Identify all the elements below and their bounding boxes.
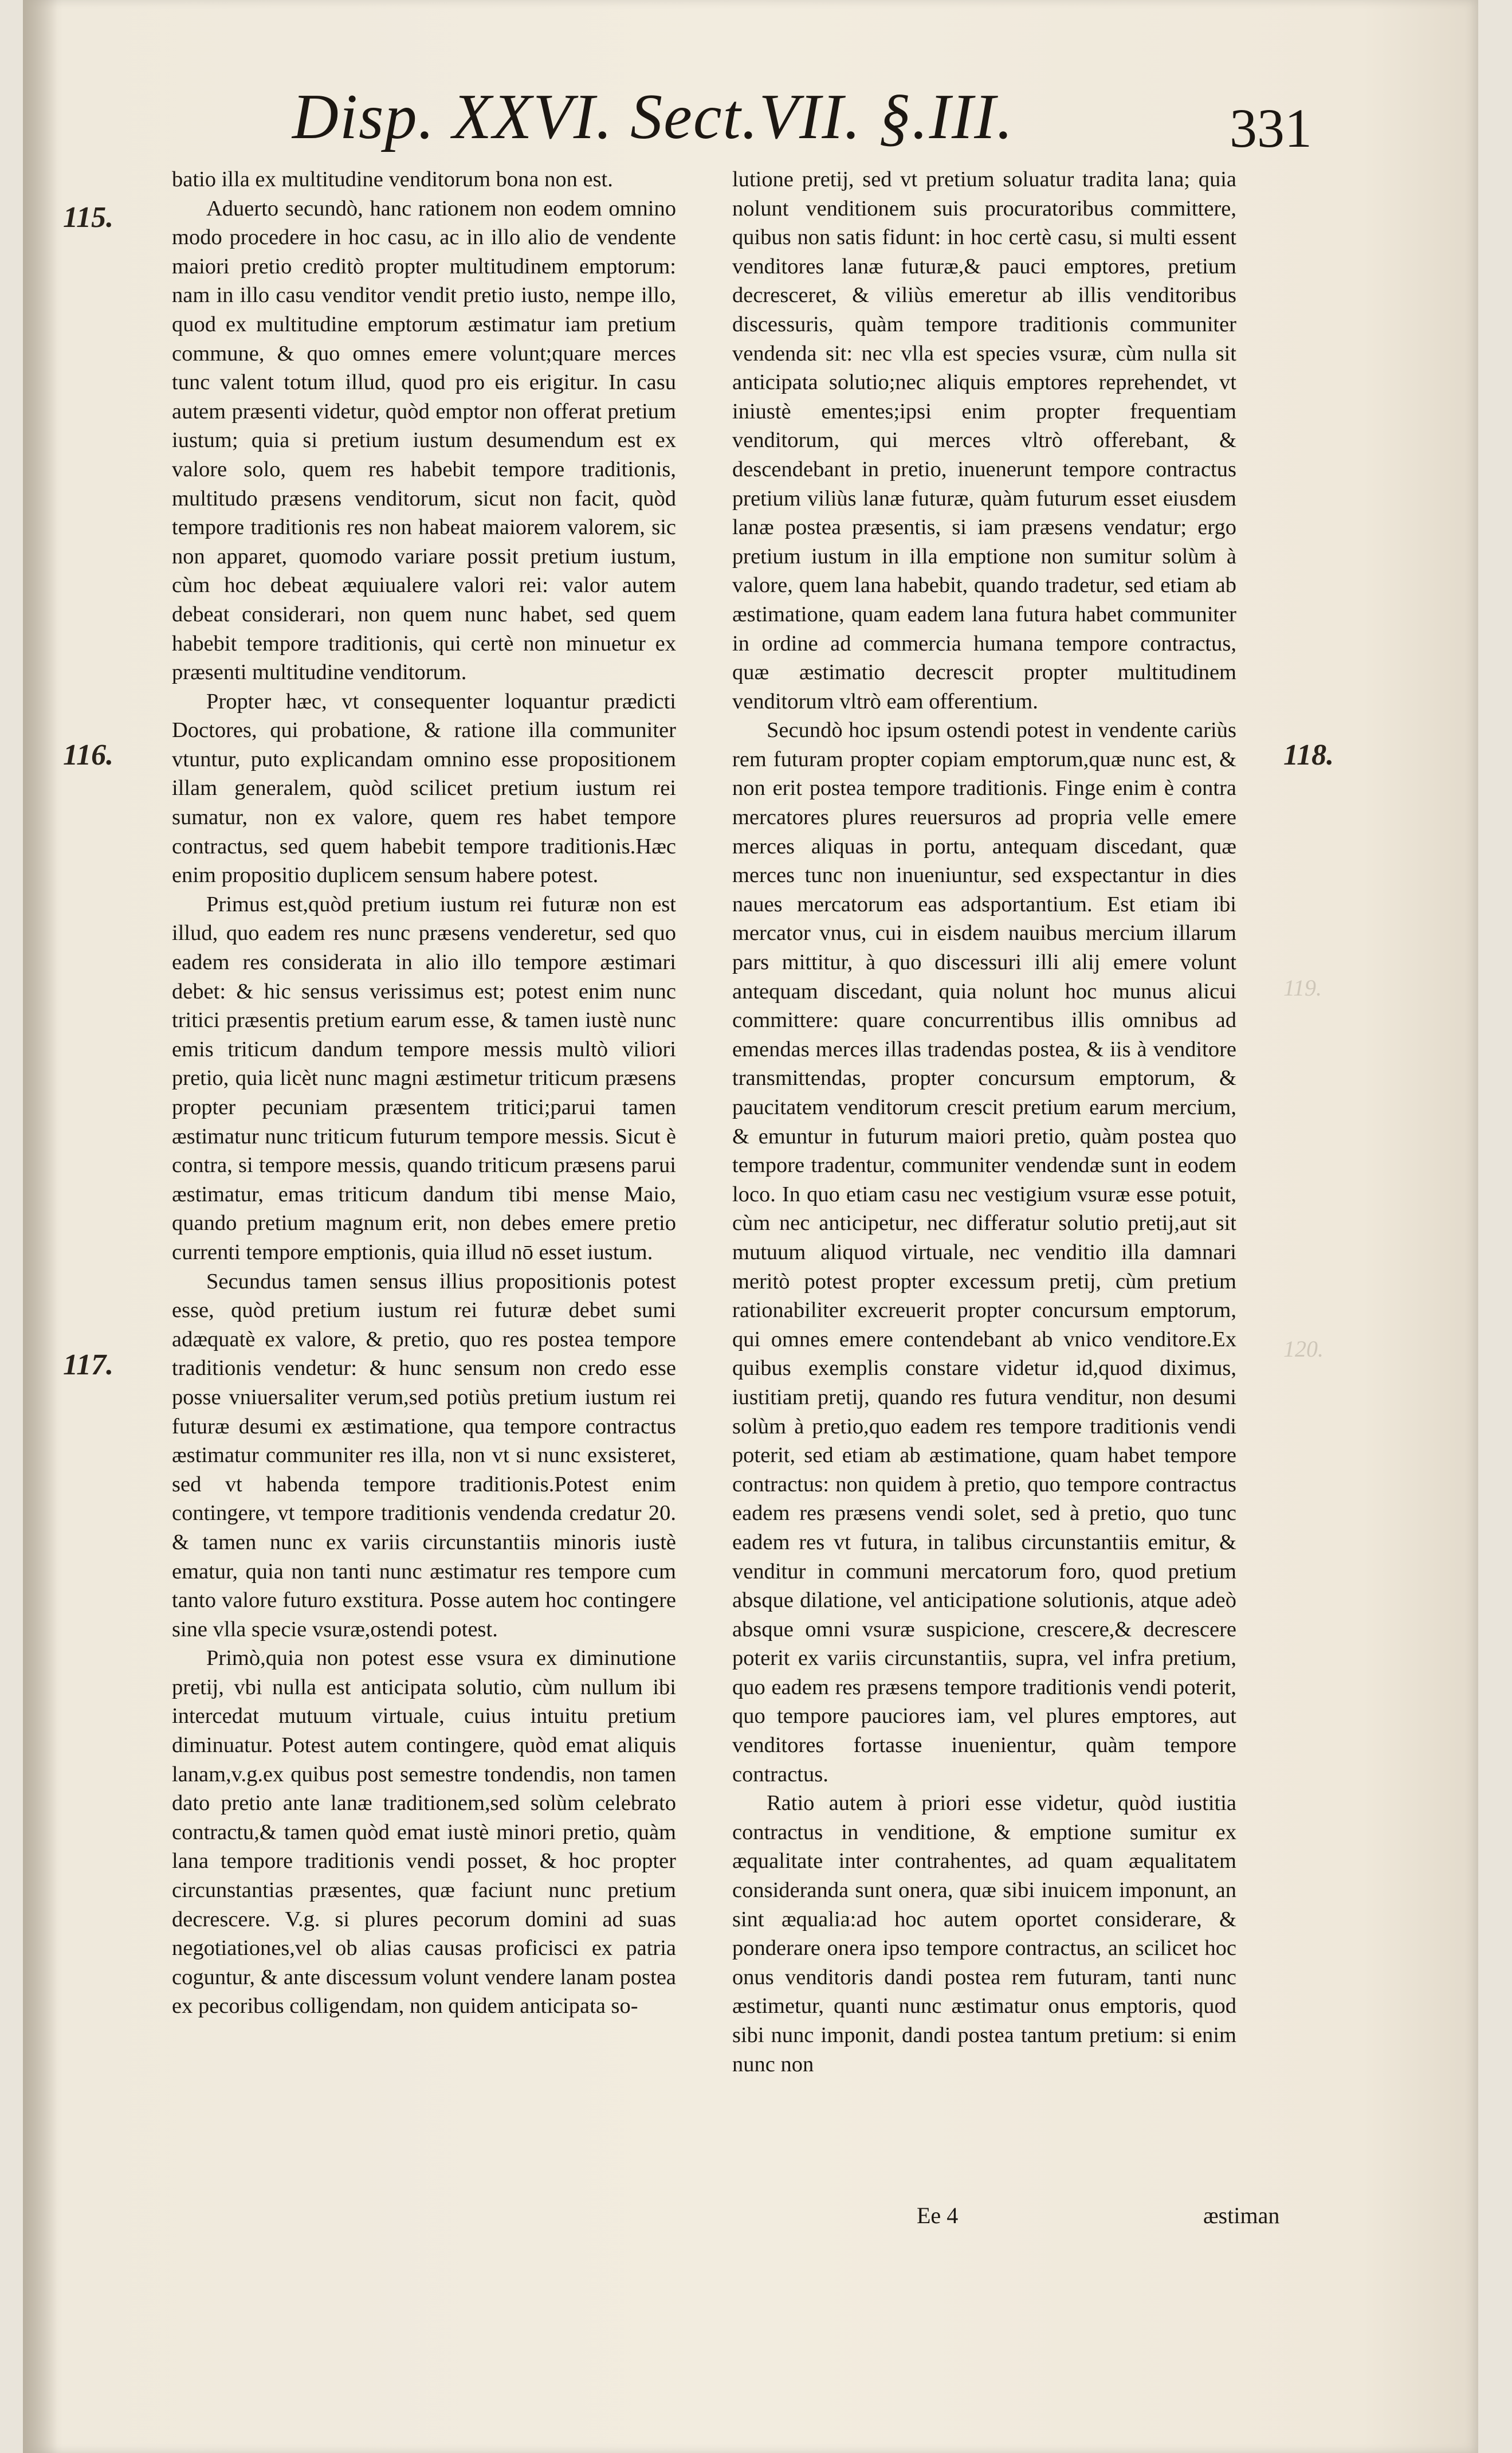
paragraph: batio illa ex multitudine venditorum bona non est. bbox=[172, 167, 613, 191]
paragraph: Secundus tamen sensus illius propositionis potest esse, quòd pretium iustum rei futuræ debet sumi adæquatè ex valore, & pretio, quo res postea tempore traditionis vendetur: & hunc sensum non credo esse posse vniuersaliter verum,sed potiùs pretium iustum rei futuræ desumi ex æstimatione, qua tempore contractus æstimatur communiter res illa, non vt si nunc exsisteret, sed vt habenda tempore traditionis.Potest enim contingere, vt tempore traditionis vendenda credatur 20. & tamen nunc ex variis circunstantiis minoris iustè ematur, quia non tanti nunc æstimatur res tempore cum tanto valore futuro exstitura. Posse autem hoc contingere sine vlla specie vsuræ,ostendi potest. bbox=[172, 1269, 676, 1641]
page-number: 331 bbox=[1230, 97, 1312, 159]
paragraph: Secundò hoc ipsum ostendi potest in vendente cariùs rem futuram propter copiam emptorum,quæ nunc est, & non erit postea tempore traditionis. Finge enim è contra mercatores plures reuersuros ad propria velle emere merces aliquas in portu, antequam discedant, quæ merces tunc non inueniuntur, sed exspectantur in dies naues mercatorum eas adsportantium. Est etiam ibi mercator vnus, cui in eisdem nauibus mercium illarum pars mittitur, à quo discessuri illi alij emere volunt antequam discedant, quia nolunt hoc munus alicui committere: quare concurrentibus illis omnibus ad emendas merces illas tradendas postea, & iis à venditore transmittendas, propter concursum emptorum, & paucitatem venditorum crescit pretium earum mercium, & emuntur in futurum maiori pretio, quàm postea quo tempore tradentur, communiter vendendæ sunt in eodem loco. In quo etiam casu nec vestigium vsuræ esse potuit, cùm nec anticipetur, nec differatur solutio pretij,aut sit mutuum aliquod virtuale, nec venditio illa damnari meritò potest propter excessum pretij, cùm pretium rationabiliter excreuerit propter concursum emptorum, qui omnes emere contendebant ab vnico venditore.Ex quibus exemplis constare videtur id,quod diximus, iustitiam pretij, quando res futura venditur, non desumi solùm à pretio,quo eadem res tempore traditionis vendi poterit, sed etiam ab æstimatione, quam habet tempore contractus: non quidem à pretio, quo tempore contractus eadem res præsens vendi solet, sed à pretio, quo tunc eadem res vt futura, in talibus circunstantiis emitur, & venditur in communi mercatorum foro, quod pretium absque dilatione, vel anticipatione solutionis, atque adeò absque omni vsuræ suspicione, crescere,& decrescere poterit ex variis circunstantiis, supra, vel infra pretium, quo eadem res præsens tempore traditionis vendi poterit, quo tempore pauciores iam, vel plures emptores, aut venditores fortasse inuenientur, quàm tempore contractus. bbox=[732, 718, 1236, 1786]
marginal-number: 115. bbox=[63, 201, 114, 234]
marginal-number: 116. bbox=[63, 739, 114, 771]
paragraph: Propter hæc, vt consequenter loquantur prædicti Doctores, qui probatione, & ratione illa communiter vtuntur, puto explicandam omnino esse propositionem illam generalem, quòd scilicet pretium iustum rei sumatur, non ex valore, quem res habet tempore contractus, sed quem habebit tempore traditionis.Hæc enim propositio duplicem sensum habere potest. bbox=[172, 689, 676, 888]
catchword: æstiman bbox=[1203, 2203, 1280, 2228]
book-page bbox=[23, 0, 1478, 2453]
right-column bbox=[732, 165, 1236, 2079]
marginal-number: 117. bbox=[63, 1349, 114, 1381]
paragraph: Aduerto secundò, hanc rationem non eodem omnino modo procedere in hoc casu, ac in illo alio de vendente maiori pretio creditò propter multitudinem emptorum: nam in illo casu venditor vendit pretio iusto, nempe illo, quod ex multitudine emptorum æstimatur iam pretium commune, & quo omnes emere volunt;quare merces tunc valent totum illud, quod pro eis erigitur. In casu autem præsenti videtur, quòd emptor non offerat pretium iustum; quia si pretium iustum desumendum est ex valore solo, quem res habebit tempore traditionis, multitudo præsens venditorum, sicut non facit, quòd tempore traditionis res non habeat maiorem valorem, sic non apparet, quomodo variare possit pretium iustum, cùm hoc debeat æquiualere valori rei: valor autem debeat considerari, non quem nunc habet, sed quem habebit tempore traditionis, qui certè non minuetur ex præsenti multitudine venditorum. bbox=[172, 196, 676, 685]
gutter-shadow bbox=[23, 0, 57, 2453]
paragraph: Primus est,quòd pretium iustum rei futuræ non est illud, quo eadem res nunc præsens venderetur, sed quo eadem res considerata in alio illo tempore æstimari debet: & hic sensus verissimus est; potest enim nunc tritici præsentis pretium earum esse, & tamen iustè nunc emis triticum dandum tempore messis multò viliori pretio, quia licèt nunc magni æstimetur triticum præsens propter pecuniam præsentem tritici;parui tamen æstimatur nunc triticum futurum tempore messis. Sicut è contra, si tempore messis, quando triticum præsens parui æstimatur, emas triticum dandum tibi mense Maio, quando pretium magnum erit, non debes emere pretio currenti tempore emptionis, quia illud nō esset iustum. bbox=[172, 892, 676, 1264]
running-head: Disp. XXVI. Sect.VII. §.III. bbox=[292, 81, 1014, 152]
show-through-number: 120. bbox=[1283, 1336, 1324, 1362]
paragraph: Primò,quia non potest esse vsura ex diminutione pretij, vbi nulla est anticipata solutio, cùm nullum ibi intercedat mutuum virtuale, cuius intuitu pretium diminuatur. Potest autem contingere, quòd emat aliquis lanam,v.g.ex quibus post semestre tondendis, non tamen dato pretio ante lanæ traditionem,sed solùm celebrato contractu,& tamen quòd emat iustè minori pretio, quàm lana tempore traditionis vendi posset, & hoc propter circunstantias præsentes, quæ faciunt nunc pretium decrescere. V.g. si plures pecorum domini ad suas negotiationes,vel ob alias causas proficisci ex patria coguntur, & ante discessum volunt vendere lanam postea ex pecoribus colligendam, non quidem anticipata so- bbox=[172, 1646, 676, 2019]
paragraph: Ratio autem à priori esse videtur, quòd iustitia contractus in venditione, & emptione sumitur ex æqualitate inter contrahentes, ad quam æqualitatem consideranda sunt onera, quæ sibi inuicem imponunt, an sint æqualia:ad hoc autem oportet considerare, & ponderare onera ipso tempore contractus, an scilicet hoc onus venditoris dandi postea rem futuram, tanti nunc æstimetur, quanti nunc æstimatur onus emptoris, quod sibi nunc imponit, dandi postea tantum pretium: si enim nunc non bbox=[732, 1791, 1236, 2076]
signature-mark: Ee 4 bbox=[917, 2203, 959, 2228]
marginal-number: 118. bbox=[1283, 739, 1334, 771]
show-through-number: 119. bbox=[1283, 975, 1322, 1001]
paragraph: lutione pretij, sed vt pretium soluatur tradita lana; quia nolunt venditionem suis procuratoribus committere, quibus non satis fidunt: in hoc certè casu, si multi essent venditores lanæ futuræ,& pauci emptores, pretium decresceret, & viliùs emeretur ab illis venditoribus discessuris, quàm tempore traditionis communiter vendenda sit: nec vlla est species vsuræ, cùm nulla sit anticipata solutio;nec aliquis emptores reprehendet, vt iniustè ementes;ipsi enim propter frequentiam venditorum, qui merces vltrò offerebant, & descendebant in pretio, inuenerunt tempore contractus pretium viliùs lanæ futuræ, quàm futurum esset eiusdem lanæ postea præsentis, si iam præsens vendatur; ergo pretium iustum in illa emptione non sumitur solùm à valore, quem lana habebit, quando tradetur, sed etiam ab æstimatione, quam eadem lana futura habet communiter in ordine ad commercia humana tempore contractus, quæ æstimatio decrescit propter multitudinem venditorum vltrò eam offerentium. bbox=[732, 167, 1236, 714]
left-column bbox=[172, 165, 676, 2021]
